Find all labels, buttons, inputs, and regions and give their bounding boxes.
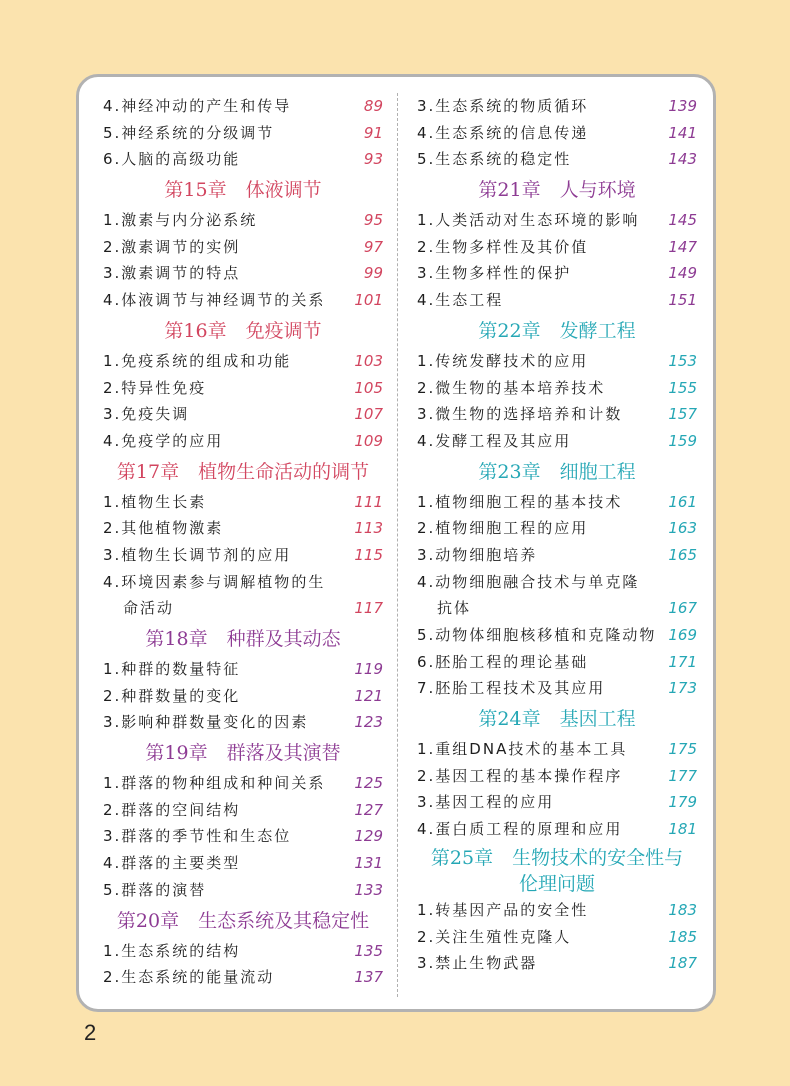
toc-entry[interactable] <box>417 622 697 649</box>
toc-entry[interactable] <box>103 823 383 850</box>
toc-entry-title: 2.关注生殖性克隆人 <box>417 927 572 946</box>
chapter-number: 25 <box>449 846 475 869</box>
toc-entry[interactable] <box>417 348 697 375</box>
toc-entry-page: 157 <box>668 405 697 424</box>
toc-entry-page: 103 <box>354 351 383 370</box>
toc-entry[interactable] <box>417 649 697 676</box>
toc-entry-title: 命活动 <box>123 599 175 618</box>
toc-entry-page: 187 <box>668 954 697 973</box>
toc-entry-title: 1.传统发酵技术的应用 <box>417 351 589 370</box>
page-number: 2 <box>84 1020 97 1045</box>
toc-entry-page: 145 <box>668 211 697 230</box>
toc-entry-page: 137 <box>354 968 383 987</box>
toc-entry-title: 5.生态系统的稳定性 <box>417 150 572 169</box>
toc-entry[interactable] <box>417 428 697 455</box>
toc-entry-page: 139 <box>668 97 697 115</box>
toc-entry-title: 2.激素调节的实例 <box>103 237 241 256</box>
toc-entry[interactable] <box>417 897 697 924</box>
chapter-heading[interactable] <box>417 702 697 736</box>
toc-entry-page: 109 <box>354 431 383 450</box>
toc-entry-page: 173 <box>668 679 697 698</box>
toc-entry-title: 1.种群的数量特征 <box>103 660 241 678</box>
toc-entry-title: 1.激素与内分泌系统 <box>103 211 258 230</box>
toc-entry[interactable] <box>103 428 383 455</box>
chapter-title: 章 免疫调节 <box>207 319 322 342</box>
toc-entry[interactable] <box>103 569 383 596</box>
toc-entry[interactable] <box>103 964 383 991</box>
chapter-title: 章 群落及其演替 <box>188 742 341 765</box>
toc-entry-title: 1.植物生长素 <box>103 492 207 511</box>
toc-entry-title: 4.蛋白质工程的原理和应用 <box>417 820 623 839</box>
toc-entry-title: 4.生态系统的信息传递 <box>417 123 589 142</box>
toc-entry-title: 1.转基因产品的安全性 <box>417 900 589 919</box>
column-divider <box>397 93 398 997</box>
chapter-heading[interactable] <box>417 843 697 897</box>
toc-entry[interactable] <box>417 515 697 542</box>
toc-entry-page: 171 <box>668 652 697 671</box>
toc-entry-title: 3.生态系统的物质循环 <box>417 97 589 115</box>
toc-entry[interactable] <box>103 234 383 261</box>
toc-section <box>103 455 383 622</box>
toc-entry-title: 3.群落的季节性和生态位 <box>103 827 292 846</box>
toc-entry[interactable] <box>417 401 697 428</box>
toc-entry[interactable] <box>103 348 383 375</box>
toc-entry[interactable] <box>103 797 383 824</box>
toc-entry-page: 101 <box>354 291 383 310</box>
toc-section <box>417 93 697 173</box>
toc-entry[interactable] <box>103 207 383 234</box>
toc-entry-page: 169 <box>668 626 697 644</box>
toc-entry-page: 163 <box>668 519 697 538</box>
toc-entry-page: 183 <box>668 900 697 919</box>
toc-entry-title: 3.禁止生物武器 <box>417 954 538 973</box>
toc-entry[interactable] <box>103 656 383 683</box>
toc-entry[interactable] <box>417 569 697 596</box>
chapter-prefix: 第 <box>116 909 136 932</box>
chapter-prefix: 第 <box>478 708 498 731</box>
toc-entry[interactable] <box>417 924 697 951</box>
toc-entry-title: 2.种群数量的变化 <box>103 686 241 705</box>
chapter-number: 16 <box>183 319 208 342</box>
toc-entry[interactable] <box>417 93 697 120</box>
toc-entry-page: 131 <box>354 854 383 873</box>
toc-entry-title: 4.动物细胞融合技术与单克隆 <box>417 572 640 591</box>
toc-entry[interactable] <box>417 950 697 977</box>
toc-entry-title: 2.生态系统的能量流动 <box>103 968 275 987</box>
toc-section <box>417 173 697 314</box>
toc-entry-title: 2.微生物的基本培养技术 <box>417 378 606 397</box>
toc-entry-title: 4.生态工程 <box>417 291 504 310</box>
toc-entry-title: 2.基因工程的基本操作程序 <box>417 766 623 785</box>
chapter-heading[interactable] <box>103 622 383 656</box>
toc-entry[interactable] <box>417 234 697 261</box>
toc-entry-page: 123 <box>354 713 383 732</box>
toc-entry-page: 93 <box>363 150 383 169</box>
toc-entry[interactable] <box>103 683 383 710</box>
toc-entry[interactable] <box>417 763 697 790</box>
toc-entry-title: 1.生态系统的结构 <box>103 941 241 960</box>
toc-entry-title: 3.激素调节的特点 <box>103 264 241 283</box>
chapter-heading[interactable] <box>417 455 697 489</box>
toc-entry-page: 175 <box>668 740 697 759</box>
toc-entry[interactable] <box>103 542 383 569</box>
toc-entry-page: 159 <box>668 431 697 450</box>
toc-entry-title: 4.免疫学的应用 <box>103 431 224 450</box>
chapter-title: 章 种群及其动态 <box>188 628 341 650</box>
toc-entry-title: 1.人类活动对生态环境的影响 <box>417 211 640 230</box>
chapter-prefix: 第 <box>164 179 184 202</box>
chapter-number: 20 <box>135 909 161 932</box>
toc-section <box>103 622 383 736</box>
toc-entry-page: 155 <box>668 378 697 397</box>
toc-entry-title: 3.免疫失调 <box>103 405 190 424</box>
toc-entry-title: 1.群落的物种组成和种间关系 <box>103 774 326 793</box>
toc-entry-title: 3.影响种群数量变化的因素 <box>103 713 309 732</box>
toc-entry-title: 4.发酵工程及其应用 <box>417 431 572 450</box>
toc-entry[interactable] <box>103 515 383 542</box>
toc-entry[interactable] <box>103 489 383 516</box>
toc-entry-title: 4.群落的主要类型 <box>103 854 241 873</box>
toc-entry[interactable] <box>103 401 383 428</box>
toc-section <box>103 93 383 173</box>
toc-entry-page: 105 <box>354 378 383 397</box>
toc-entry-page: 151 <box>668 291 697 310</box>
toc-entry-page: 121 <box>354 686 383 705</box>
toc-section <box>103 904 383 991</box>
toc-entry[interactable] <box>103 877 383 904</box>
toc-entry-title: 1.免疫系统的组成和功能 <box>103 351 292 370</box>
toc-entry-page: 181 <box>668 820 697 839</box>
chapter-prefix: 第 <box>116 460 136 483</box>
toc-entry-title: 3.植物生长调节剂的应用 <box>103 545 292 564</box>
chapter-title: 章 发酵工程 <box>521 319 636 342</box>
toc-entry[interactable] <box>417 736 697 763</box>
toc-entry-title: 2.特异性免疫 <box>103 378 207 397</box>
chapter-heading[interactable] <box>103 736 383 770</box>
toc-entry-title: 2.其他植物激素 <box>103 519 224 538</box>
chapter-title-line2: 伦理问题 <box>518 872 595 895</box>
chapter-heading[interactable] <box>103 314 383 348</box>
toc-entry-title: 1.重组DNA技术的基本工具 <box>417 740 628 759</box>
toc-entry[interactable] <box>103 375 383 402</box>
chapter-title: 章 体液调节 <box>207 179 322 202</box>
toc-entry[interactable] <box>103 260 383 287</box>
chapter-prefix: 第 <box>430 846 450 869</box>
toc-section <box>103 736 383 903</box>
chapter-number: 21 <box>497 179 522 202</box>
toc-entry-page: 165 <box>668 545 697 564</box>
toc-entry[interactable] <box>417 542 697 569</box>
toc-entry[interactable] <box>417 489 697 516</box>
chapter-number: 15 <box>183 179 208 202</box>
toc-entry-page: 141 <box>668 123 697 142</box>
toc-left-column <box>103 93 383 991</box>
chapter-title: 章 植物生命活动的调节 <box>160 460 370 483</box>
toc-entry-title: 3.动物细胞培养 <box>417 545 538 564</box>
toc-entry-page: 99 <box>363 264 383 283</box>
toc-section <box>417 314 697 455</box>
toc-entry[interactable] <box>417 816 697 843</box>
chapter-number: 17 <box>135 460 161 483</box>
chapter-heading[interactable] <box>417 314 697 348</box>
chapter-heading[interactable] <box>103 173 383 207</box>
toc-entry-title: 4.神经冲动的产生和传导 <box>103 97 292 115</box>
toc-right-column <box>417 93 697 977</box>
chapter-heading[interactable] <box>103 904 383 938</box>
toc-entry[interactable] <box>103 595 383 622</box>
toc-entry[interactable] <box>103 287 383 314</box>
toc-entry-page: 149 <box>668 264 697 283</box>
toc-entry-page: 177 <box>668 766 697 785</box>
chapter-number: 23 <box>497 460 522 483</box>
toc-entry-page: 135 <box>354 941 383 960</box>
chapter-title: 章 生态系统及其稳定性 <box>160 909 370 932</box>
toc-entry-title: 3.微生物的选择培养和计数 <box>417 405 623 424</box>
chapter-title: 章 人与环境 <box>521 179 636 202</box>
toc-entry-title: 4.环境因素参与调解植物的生 <box>103 572 326 591</box>
toc-entry-page: 147 <box>668 237 697 256</box>
toc-entry[interactable] <box>103 146 383 173</box>
toc-entry-page: 113 <box>354 519 383 538</box>
toc-entry-title: 4.体液调节与神经调节的关系 <box>103 291 326 310</box>
toc-entry-page: 167 <box>668 599 697 618</box>
toc-entry-title: 抗体 <box>437 599 472 618</box>
chapter-heading[interactable] <box>417 173 697 207</box>
toc-entry[interactable] <box>103 120 383 147</box>
toc-entry-title: 2.植物细胞工程的应用 <box>417 519 589 538</box>
toc-entry-page: 107 <box>354 405 383 424</box>
toc-entry[interactable] <box>417 146 697 173</box>
toc-entry-title: 3.基因工程的应用 <box>417 793 555 812</box>
toc-entry-page: 129 <box>354 827 383 846</box>
toc-entry[interactable] <box>417 207 697 234</box>
toc-entry-page: 161 <box>668 492 697 511</box>
toc-entry-title: 6.人脑的高级功能 <box>103 150 241 169</box>
toc-entry-page: 97 <box>363 237 383 256</box>
toc-entry-page: 91 <box>363 123 383 142</box>
toc-entry[interactable] <box>417 120 697 147</box>
toc-entry[interactable] <box>103 709 383 736</box>
toc-entry-title: 5.群落的演替 <box>103 880 207 899</box>
chapter-title: 章 生物技术的安全性与 <box>474 846 684 869</box>
toc-entry-page: 185 <box>668 927 697 946</box>
toc-entry[interactable] <box>417 595 697 622</box>
toc-section <box>417 702 697 843</box>
toc-entry-title: 7.胚胎工程技术及其应用 <box>417 679 606 698</box>
toc-entry-page: 95 <box>363 211 383 230</box>
toc-entry-page: 153 <box>668 351 697 370</box>
chapter-prefix: 第 <box>145 742 165 765</box>
toc-entry-title: 1.植物细胞工程的基本技术 <box>417 492 623 511</box>
toc-entry-title: 2.生物多样性及其价值 <box>417 237 589 256</box>
toc-entry-page: 111 <box>354 492 383 511</box>
chapter-number: 19 <box>164 742 189 765</box>
toc-entry[interactable] <box>103 770 383 797</box>
toc-entry-page: 179 <box>668 793 697 812</box>
toc-section <box>103 314 383 455</box>
chapter-number: 24 <box>497 708 522 731</box>
chapter-number: 18 <box>164 628 189 650</box>
toc-entry-page: 143 <box>668 150 697 169</box>
toc-entry[interactable] <box>103 93 383 120</box>
toc-entry-page: 89 <box>363 97 383 115</box>
chapter-title: 章 细胞工程 <box>521 460 636 483</box>
chapter-title: 章 基因工程 <box>521 708 636 731</box>
toc-entry-page: 119 <box>354 660 383 678</box>
toc-entry[interactable] <box>417 287 697 314</box>
chapter-prefix: 第 <box>164 319 184 342</box>
toc-section <box>417 843 697 977</box>
chapter-prefix: 第 <box>478 460 498 483</box>
toc-entry-page: 133 <box>354 880 383 899</box>
toc-entry[interactable] <box>417 375 697 402</box>
toc-entry-title: 2.群落的空间结构 <box>103 800 241 819</box>
chapter-heading[interactable] <box>103 455 383 489</box>
chapter-prefix: 第 <box>478 319 498 342</box>
toc-entry[interactable] <box>103 938 383 965</box>
toc-entry-page: 115 <box>354 545 383 564</box>
toc-entry-title: 5.神经系统的分级调节 <box>103 123 275 142</box>
toc-entry[interactable] <box>417 789 697 816</box>
toc-entry-page: 125 <box>354 774 383 793</box>
toc-entry-title: 3.生物多样性的保护 <box>417 264 572 283</box>
toc-entry[interactable] <box>417 675 697 702</box>
toc-section <box>103 173 383 314</box>
chapter-number: 22 <box>497 319 522 342</box>
toc-entry-page: 127 <box>354 800 383 819</box>
toc-entry-title: 6.胚胎工程的理论基础 <box>417 652 589 671</box>
toc-entry-page: 117 <box>354 599 383 618</box>
toc-section <box>417 455 697 703</box>
chapter-prefix: 第 <box>478 179 498 202</box>
table-of-contents-card <box>76 74 716 1012</box>
toc-entry[interactable] <box>417 260 697 287</box>
chapter-prefix: 第 <box>145 628 165 650</box>
toc-entry-title: 5.动物体细胞核移植和克隆动物 <box>417 626 657 644</box>
toc-entry[interactable] <box>103 850 383 877</box>
